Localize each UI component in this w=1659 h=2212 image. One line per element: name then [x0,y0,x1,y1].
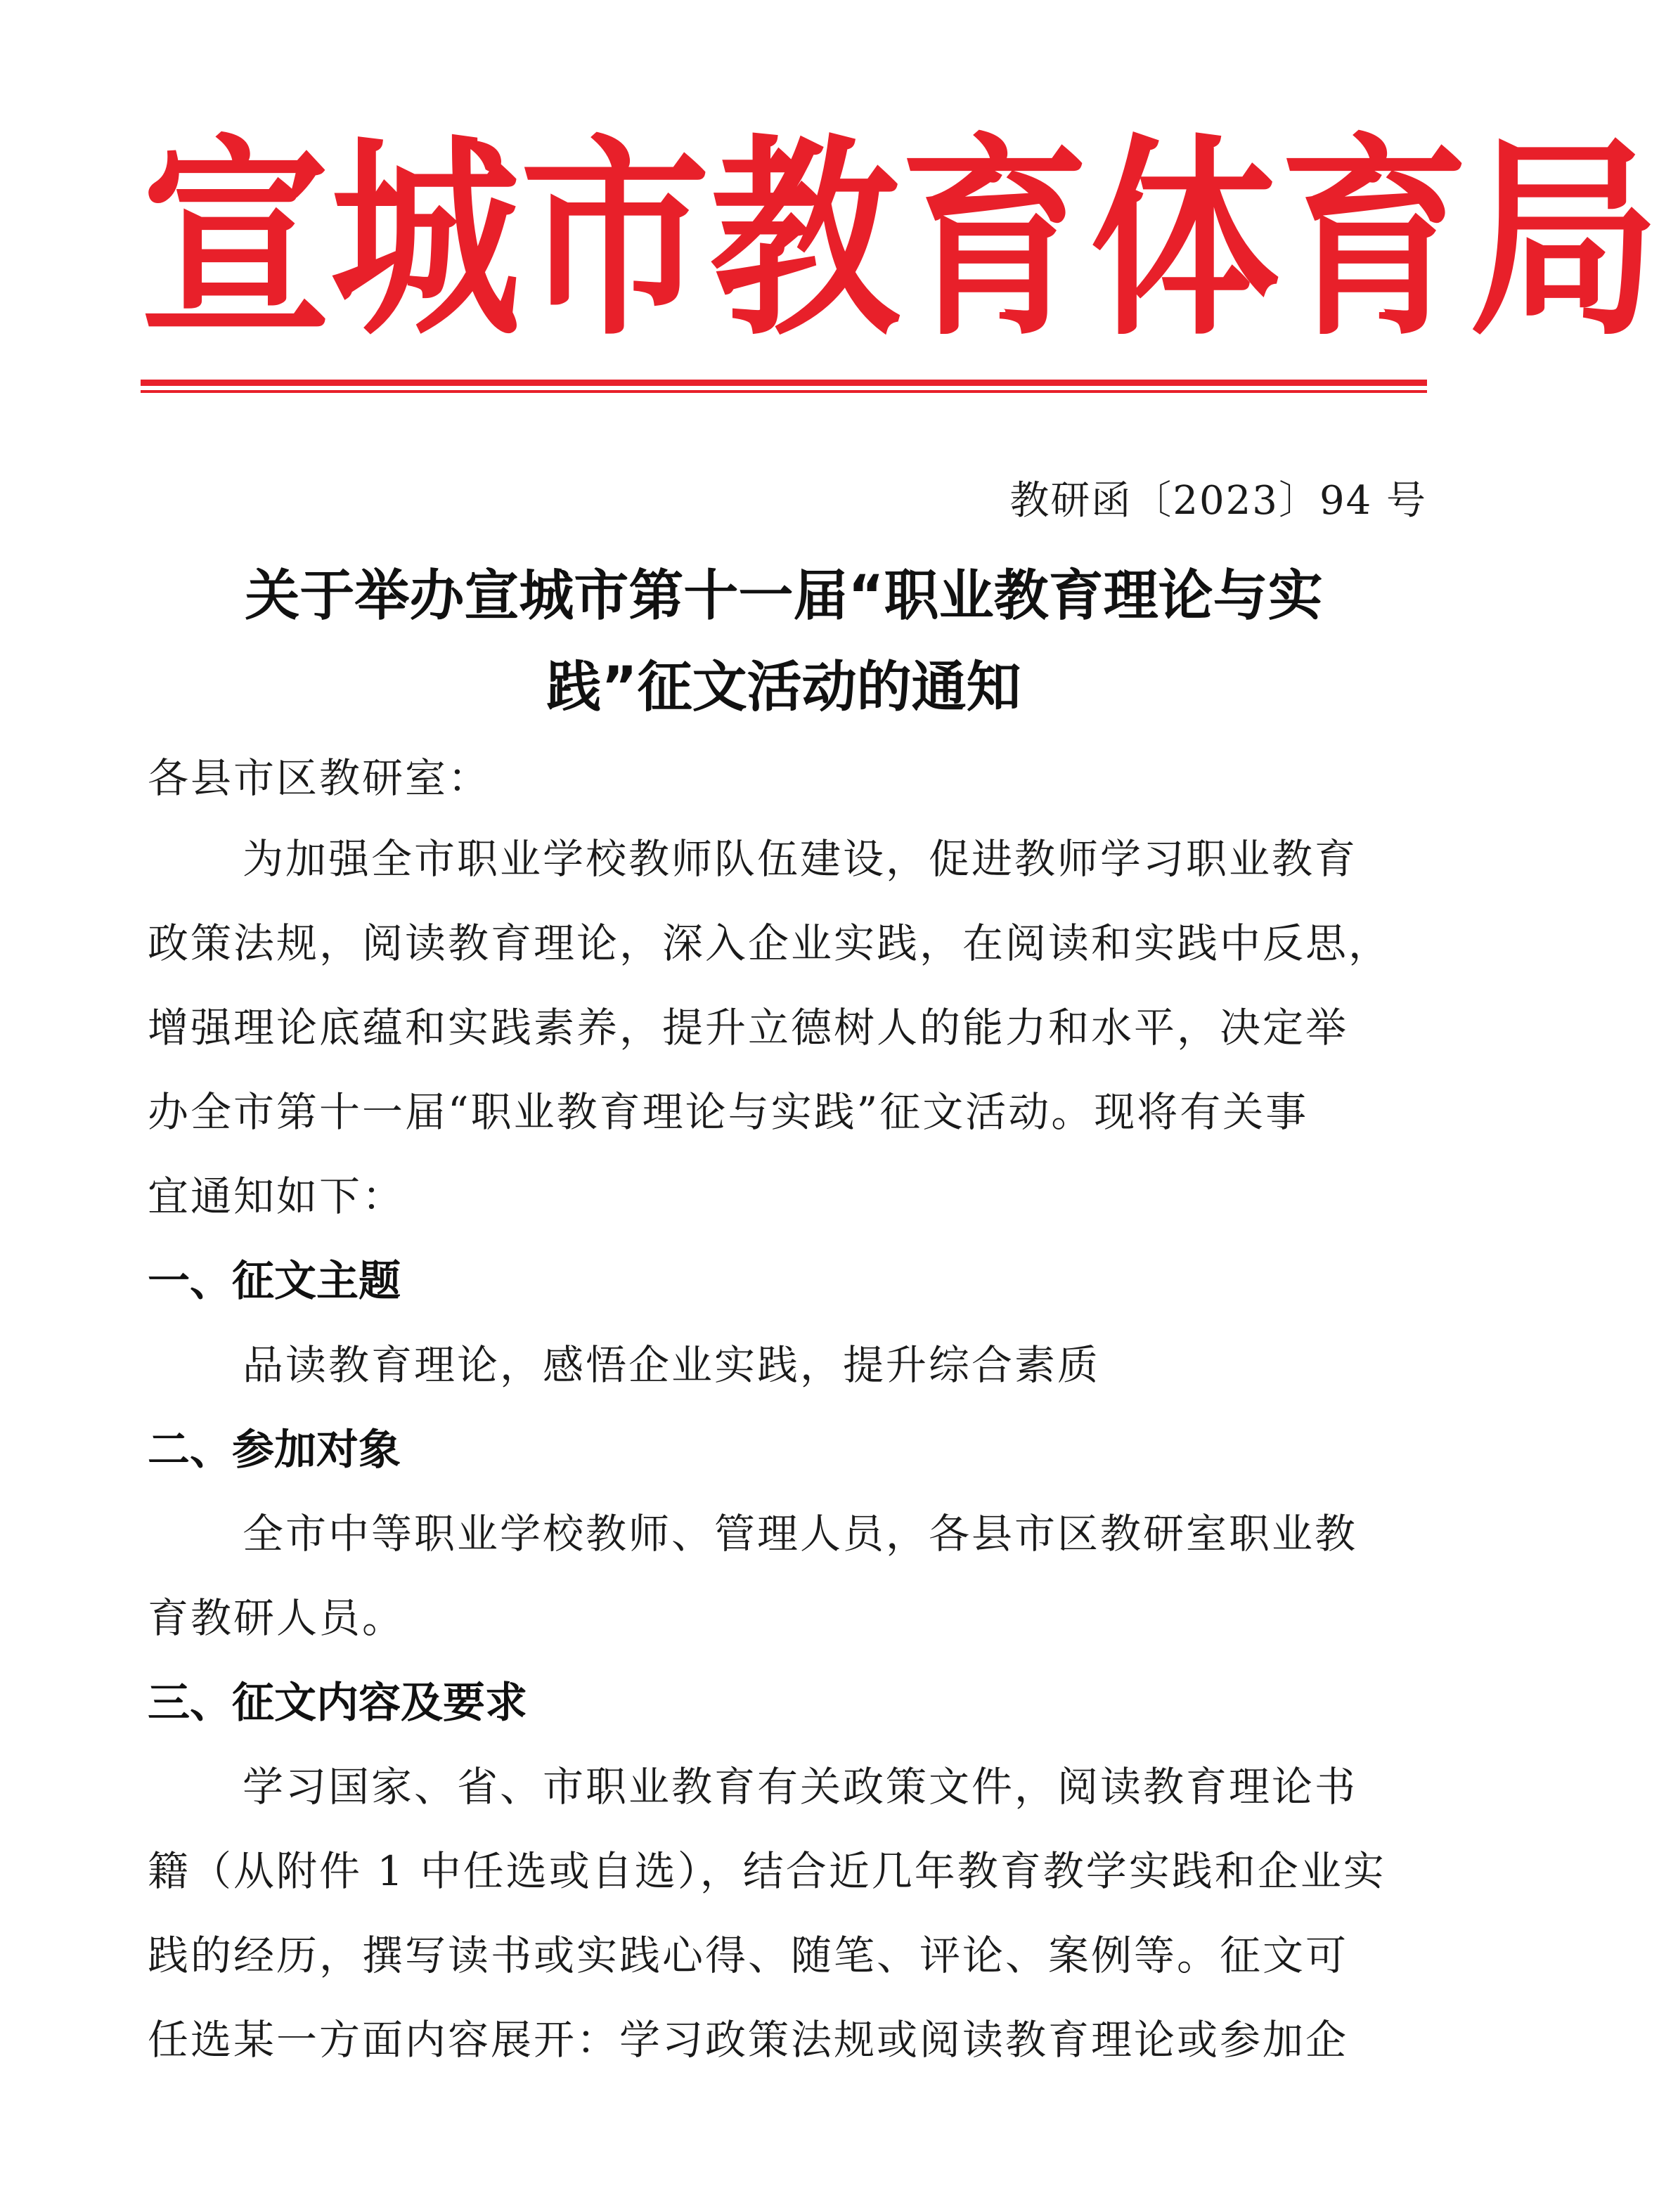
masthead-char: 城 [330,113,520,365]
section-line: 任选某一方面内容展开：学习政策法规或阅读教育理论或参加企 [148,2016,1349,2064]
section-heading: 一、征文主题 [148,1257,401,1306]
masthead-rule-thick [141,380,1427,386]
masthead-char: 教 [710,113,900,365]
masthead-char: 局 [1469,113,1659,365]
section-line: 学习国家、省、市职业教育有关政策文件，阅读教育理论书 [243,1763,1358,1811]
masthead-char: 体 [1090,113,1279,365]
masthead-char: 育 [1279,113,1469,365]
intro-line: 宜通知如下： [148,1172,406,1220]
section-heading: 二、参加对象 [148,1425,401,1475]
intro-line: 为加强全市职业学校教师队伍建设，促进教师学习职业教育 [243,835,1358,883]
masthead-char: 宣 [141,113,330,365]
section-line: 践的经历，撰写读书或实践心得、随笔、评论、案例等。征文可 [148,1932,1349,1979]
section-heading: 三、征文内容及要求 [148,1679,527,1728]
masthead [141,113,1659,365]
intro-line: 政策法规，阅读教育理论，深入企业实践，在阅读和实践中反思， [148,919,1392,967]
masthead-char: 市 [520,113,710,365]
title-line-2: 践”征文活动的通知 [546,656,1021,719]
intro-line: 增强理论底蕴和实践素养，提升立德树人的能力和水平，决定举 [148,1004,1349,1052]
section-line: 全市中等职业学校教师、管理人员，各县市区教研室职业教 [243,1510,1358,1558]
intro-line: 办全市第十一届“职业教育理论与实践”征文活动。现将有关事 [148,1088,1309,1136]
section-line: 育教研人员。 [148,1594,406,1642]
title-line-1: 关于举办宣城市第十一届“职业教育理论与实 [245,564,1323,628]
masthead-rule-thin [141,390,1427,393]
salutation: 各县市区教研室： [148,754,491,802]
section-line: 品读教育理论，感悟企业实践，提升综合素质 [243,1341,1101,1389]
section-line: 籍（从附件 1 中任选或自选），结合近几年教育教学实践和企业实 [148,1847,1386,1895]
masthead-char: 育 [900,113,1090,365]
document-number: 教研函〔2023〕94 号 [1009,478,1427,524]
